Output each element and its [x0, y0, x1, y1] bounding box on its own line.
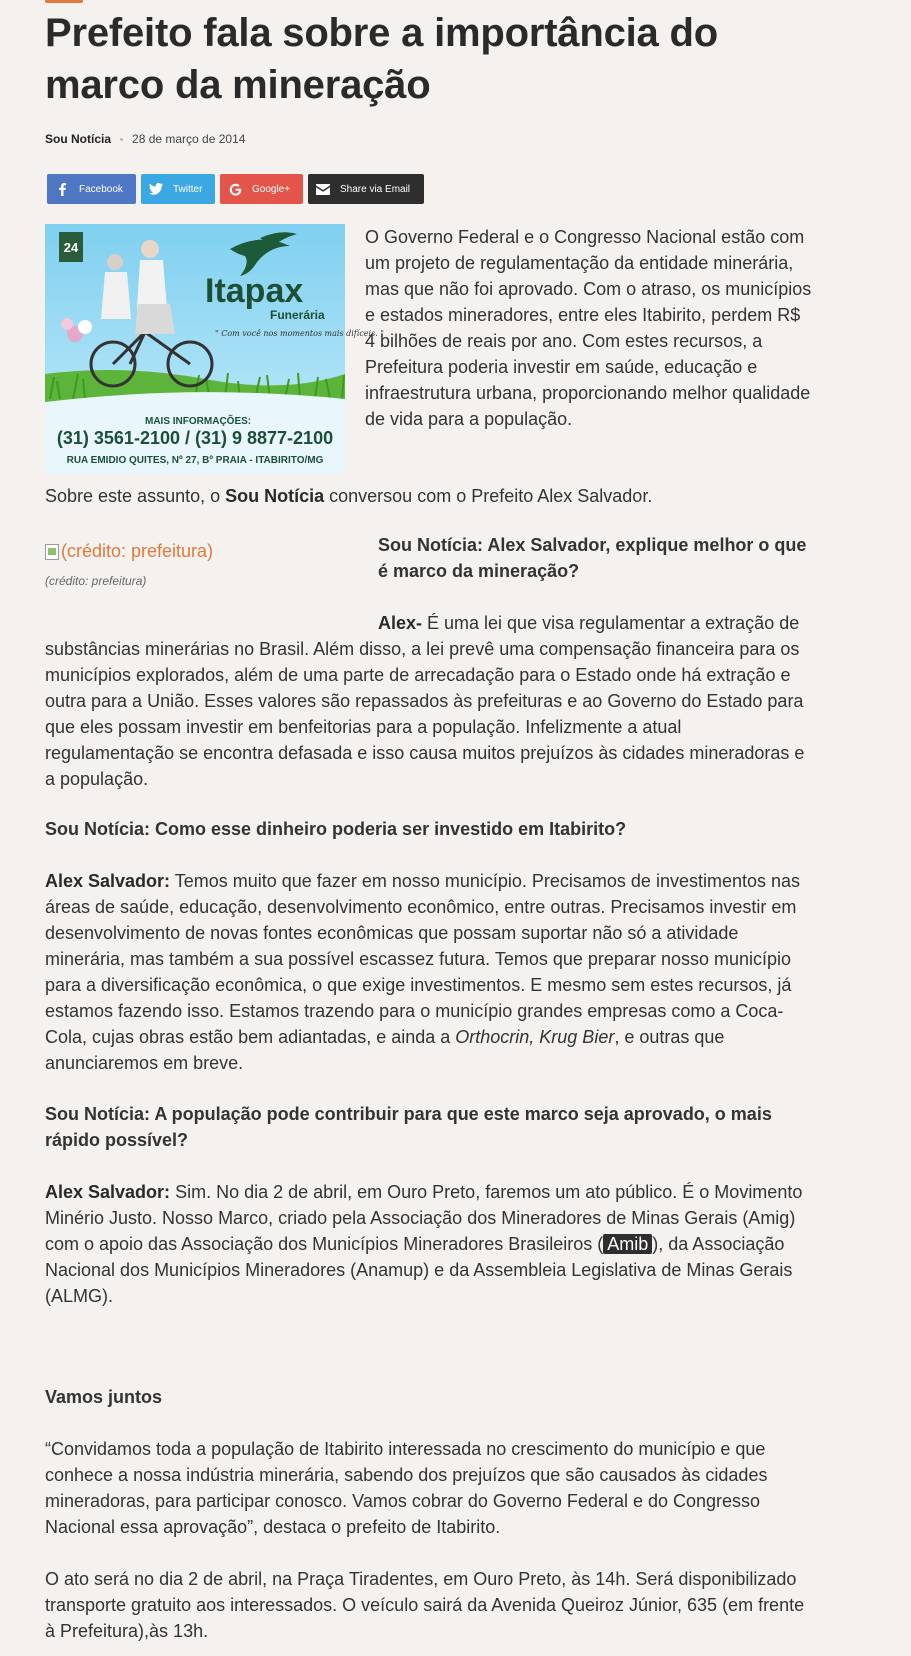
share-email-label: Share via Email [340, 183, 411, 195]
google-icon [220, 174, 250, 204]
highlighted-term: Amib [603, 1234, 652, 1254]
svg-text:RUA EMIDIO QUITES, Nº 27, Bº P: RUA EMIDIO QUITES, Nº 27, Bº PRAIA - ITABIRITO/MG [66, 455, 324, 466]
svg-text:Funerária: Funerária [270, 308, 325, 322]
answer-1-text: É uma lei que visa regulamentar a extração de substâncias minerárias no Brasil. Além disso, a lei prevê uma compensação financeira para os municípios explorados, além de uma parte de arrecadação para o Estado onde há extração e outra para a União. Esses valores são repassados às prefeituras e ao Governo do Estado para que eles possam investir em benfeitorias para a população. Infelizmente a atual regulamentação se encontra defasada e isso causa muitos prejuízos às cidades mineradoras e a população. [45, 613, 805, 789]
twitter-icon [141, 174, 171, 204]
svg-text:MAIS INFORMAÇÕES:: MAIS INFORMAÇÕES: [145, 416, 252, 427]
answer-3 [45, 1179, 815, 1309]
share-twitter-label: Twitter [173, 183, 203, 195]
answer-1 [45, 610, 815, 792]
section-subheading: Vamos juntos [45, 1387, 163, 1407]
svg-text:24: 24 [63, 240, 79, 255]
ad-artwork [45, 224, 384, 474]
question-1: Sou Notícia: Alex Salvador, explique melhor o que é marco da mineração? [378, 535, 807, 581]
svg-text:(31) 3561-2100 / (31) 9 8877-2: (31) 3561-2100 / (31) 9 8877-2100 [56, 428, 334, 448]
envelope-icon [308, 174, 338, 204]
answer-3-text: Sim. No dia 2 de abril, em Ouro Preto, faremos um ato público. É o Movimento Minério Justo. Nosso Marco, criado pela Associação dos Mineradores de Minas Gerais (Amig) com o apoio das Associação dos Municípios Mineradores Brasileiros ( [45, 1182, 803, 1254]
article [45, 0, 815, 1641]
paragraph-context [45, 483, 815, 509]
share-google-button[interactable] [220, 174, 303, 204]
quote-paragraph: “Convidamos toda a população de Itabirito interessada no crescimento do município e que conhece a nossa indústria minerária, sabendo dos prejuízos que são causados às cidades mineradoras, para participar conosco. Vamos cobrar do Governo Federal e do Congresso Nacional essa aprovação”, destaca o prefeito de Itabirito. [45, 1439, 768, 1537]
meta-separator [120, 138, 123, 141]
publish-date: 28 de março de 2014 [132, 132, 246, 146]
image-link[interactable] [45, 541, 213, 562]
share-twitter-button[interactable] [141, 174, 215, 204]
answer-2-companies: Orthocrin, Krug Bier [455, 1027, 615, 1047]
answer-2-end: , e outras que anunciaremos em breve. [45, 1027, 725, 1073]
event-paragraph: O ato será no dia 2 de abril, na Praça Tiradentes, em Ouro Preto, às 14h. Será disponibilizado transporte gratuito aos interessados. O veículo sairá da Avenida Queiroz Júnior, 635 (em frente à Prefeitura),às 13h. [45, 1569, 805, 1641]
svg-text:Itapax: Itapax [205, 272, 304, 310]
share-email-button[interactable] [308, 174, 424, 204]
image-alt-text: (crédito: prefeitura) [61, 541, 214, 561]
question-2: Sou Notícia: Como esse dinheiro poderia ser investido em Itabirito? [45, 819, 627, 839]
intro-paragraph: O Governo Federal e o Congresso Nacional estão com um projeto de regulamentação da entidade minerária, mas que não foi aprovado. Com o atraso, os municípios e estados mineradores, entre eles Itabirito, perdem R$ 4 bilhões de reais por ano. Com estes recursos, a Prefeitura poderia investir em saúde, educação e infraestrutura urbana, proporcionando melhor qualidade de vida para a população. [365, 227, 812, 429]
share-bar [47, 174, 424, 204]
answer-2-text: Temos muito que fazer em nosso município. Precisamos de investimentos nas áreas de saúde, educação, desenvolvimento econômico, entre outras. Precisamos investir em desenvolvimento de novas fontes econômicas que possam suportar não só a atividade minerária, mas também a sua possível escassez futura. Temos que preparar nosso município para a diversificação econômica, o que exige investimentos. E mesmo sem estes recursos, já estamos fazendo isso. Estamos trazendo para o município grandes empresas como a Coca-Cola, cujas obras estão bem adiantadas, e ainda a [45, 871, 801, 1047]
context-text-end: conversou com o Prefeito Alex Salvador. [324, 486, 653, 506]
share-facebook-label: Facebook [79, 183, 123, 195]
article-meta [45, 132, 245, 146]
answer-2 [45, 868, 815, 1076]
answer-1-label: Alex- [378, 613, 423, 633]
context-brand: Sou Notícia [225, 486, 325, 506]
svg-text:" Com você nos momentos mais d: " Com você nos momentos mais difíceis. " [215, 329, 384, 338]
author-link[interactable]: Sou Notícia [45, 132, 112, 146]
article-title: Prefeito fala sobre a importância do marco da mineração [45, 11, 718, 107]
image-caption: (crédito: prefeitura) [45, 574, 147, 588]
answer-2-label: Alex Salvador: [45, 871, 171, 891]
ad-banner[interactable] [45, 224, 384, 474]
share-google-label: Google+ [252, 183, 291, 195]
question-3: Sou Notícia: A população pode contribuir para que este marco seja aprovado, o mais rápido possível? [45, 1104, 772, 1150]
answer-3-end: ), da Associação Nacional dos Municípios Mineradores (Anamup) e da Assembleia Legislativa de Minas Gerais (ALMG). [45, 1234, 793, 1306]
share-facebook-button[interactable] [47, 174, 136, 204]
broken-image-icon [45, 544, 59, 560]
answer-3-label: Alex Salvador: [45, 1182, 171, 1202]
context-text-start: Sobre este assunto, o [45, 486, 226, 506]
facebook-icon [47, 174, 77, 204]
